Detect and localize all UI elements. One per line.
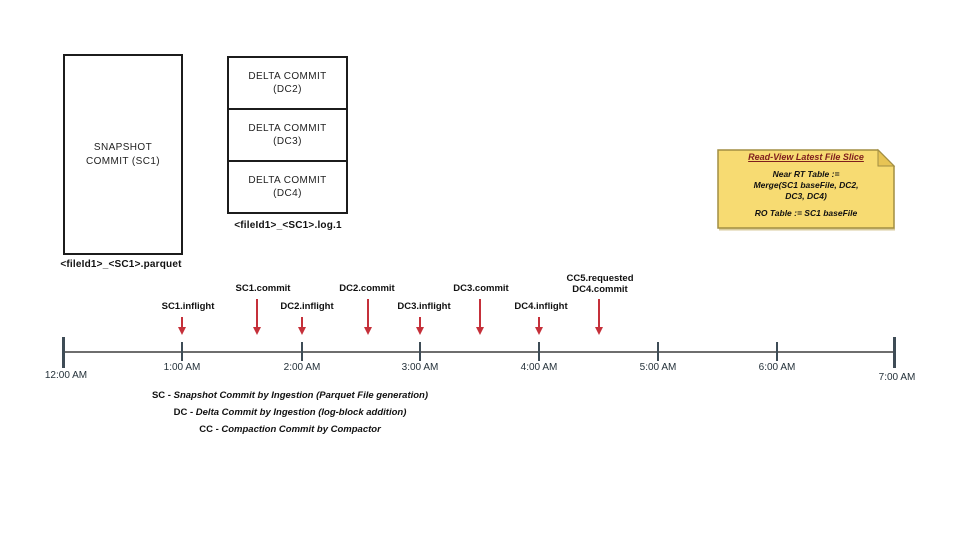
legend-sc: SC - Snapshot Commit by Ingestion (Parquet File generation) [151,390,429,401]
event-label-dc2-inflight: DC2.inflight [280,301,334,312]
hour-label-1am: 1:00 AM [163,362,201,373]
arrow-head-icon [595,327,603,335]
event-label-cc5-dc4: CC5.requested DC4.commit [566,273,634,295]
hour-label-4am: 4:00 AM [520,362,558,373]
legend [75,390,505,441]
event-label-sc1-inflight: SC1.inflight [161,301,215,312]
log-file-box [227,56,348,214]
tick-3am [419,342,421,361]
hour-label-5am: 5:00 AM [639,362,677,373]
note-line: Near RT Table := [772,169,840,180]
tick-2am [301,342,303,361]
tick-5am [657,342,659,361]
tick-1am [181,342,183,361]
hour-label-12am: 12:00 AM [44,370,88,381]
arrow-head-icon [253,327,261,335]
legend-cc: CC - Compaction Commit by Compactor [199,424,381,435]
arrow-sc1-commit [256,299,258,327]
arrow-dc2-commit [367,299,369,327]
timeline-end-tick [893,337,896,368]
arrow-head-icon [364,327,372,335]
arrow-head-icon [416,327,424,335]
hour-label-7am: 7:00 AM [878,372,916,383]
log-file-name: <fileId1>_<SC1>.log.1 [234,220,342,231]
note-line: RO Table := SC1 baseFile [754,208,858,219]
hour-label-6am: 6:00 AM [758,362,796,373]
arrow-head-icon [298,327,306,335]
legend-dc: DC - Delta Commit by Ingestion (log-block addition) [173,407,407,418]
delta-commit-dc4-cell: DELTA COMMIT (DC4) [248,174,327,199]
event-label-dc4-inflight: DC4.inflight [514,301,568,312]
snapshot-commit-box [63,54,183,255]
delta-commit-dc3-cell: DELTA COMMIT (DC3) [229,110,346,162]
tick-6am [776,342,778,361]
event-label-dc2-commit: DC2.commit [339,283,395,294]
snapshot-commit-label: SNAPSHOT COMMIT (SC1) [85,142,161,167]
arrow-sc1-inflight [181,317,183,327]
hour-label-2am: 2:00 AM [283,362,321,373]
arrow-dc3-commit [479,299,481,327]
note-line: Merge(SC1 baseFile, DC2, [753,179,859,190]
arrow-head-icon [535,327,543,335]
timeline-start-tick [62,337,65,368]
hour-label-3am: 3:00 AM [401,362,439,373]
note-line: DC3, DC4) [785,190,827,201]
arrow-head-icon [476,327,484,335]
event-label-sc1-commit: SC1.commit [235,283,291,294]
arrow-head-icon [178,327,186,335]
event-label-dc3-inflight: DC3.inflight [397,301,451,312]
arrow-dc2-inflight [301,317,303,327]
timeline-axis [63,351,895,353]
parquet-file-name: <fileId1>_<SC1>.parquet [60,259,182,270]
tick-4am [538,342,540,361]
delta-commit-dc2-cell: DELTA COMMIT (DC2) [229,58,346,110]
arrow-dc4-inflight [538,317,540,327]
event-label-dc3-commit: DC3.commit [453,283,509,294]
sticky-note [718,152,894,219]
arrow-dc3-inflight [419,317,421,327]
note-title: Read-View Latest File Slice [748,152,864,162]
arrow-dc4-commit [598,299,600,327]
